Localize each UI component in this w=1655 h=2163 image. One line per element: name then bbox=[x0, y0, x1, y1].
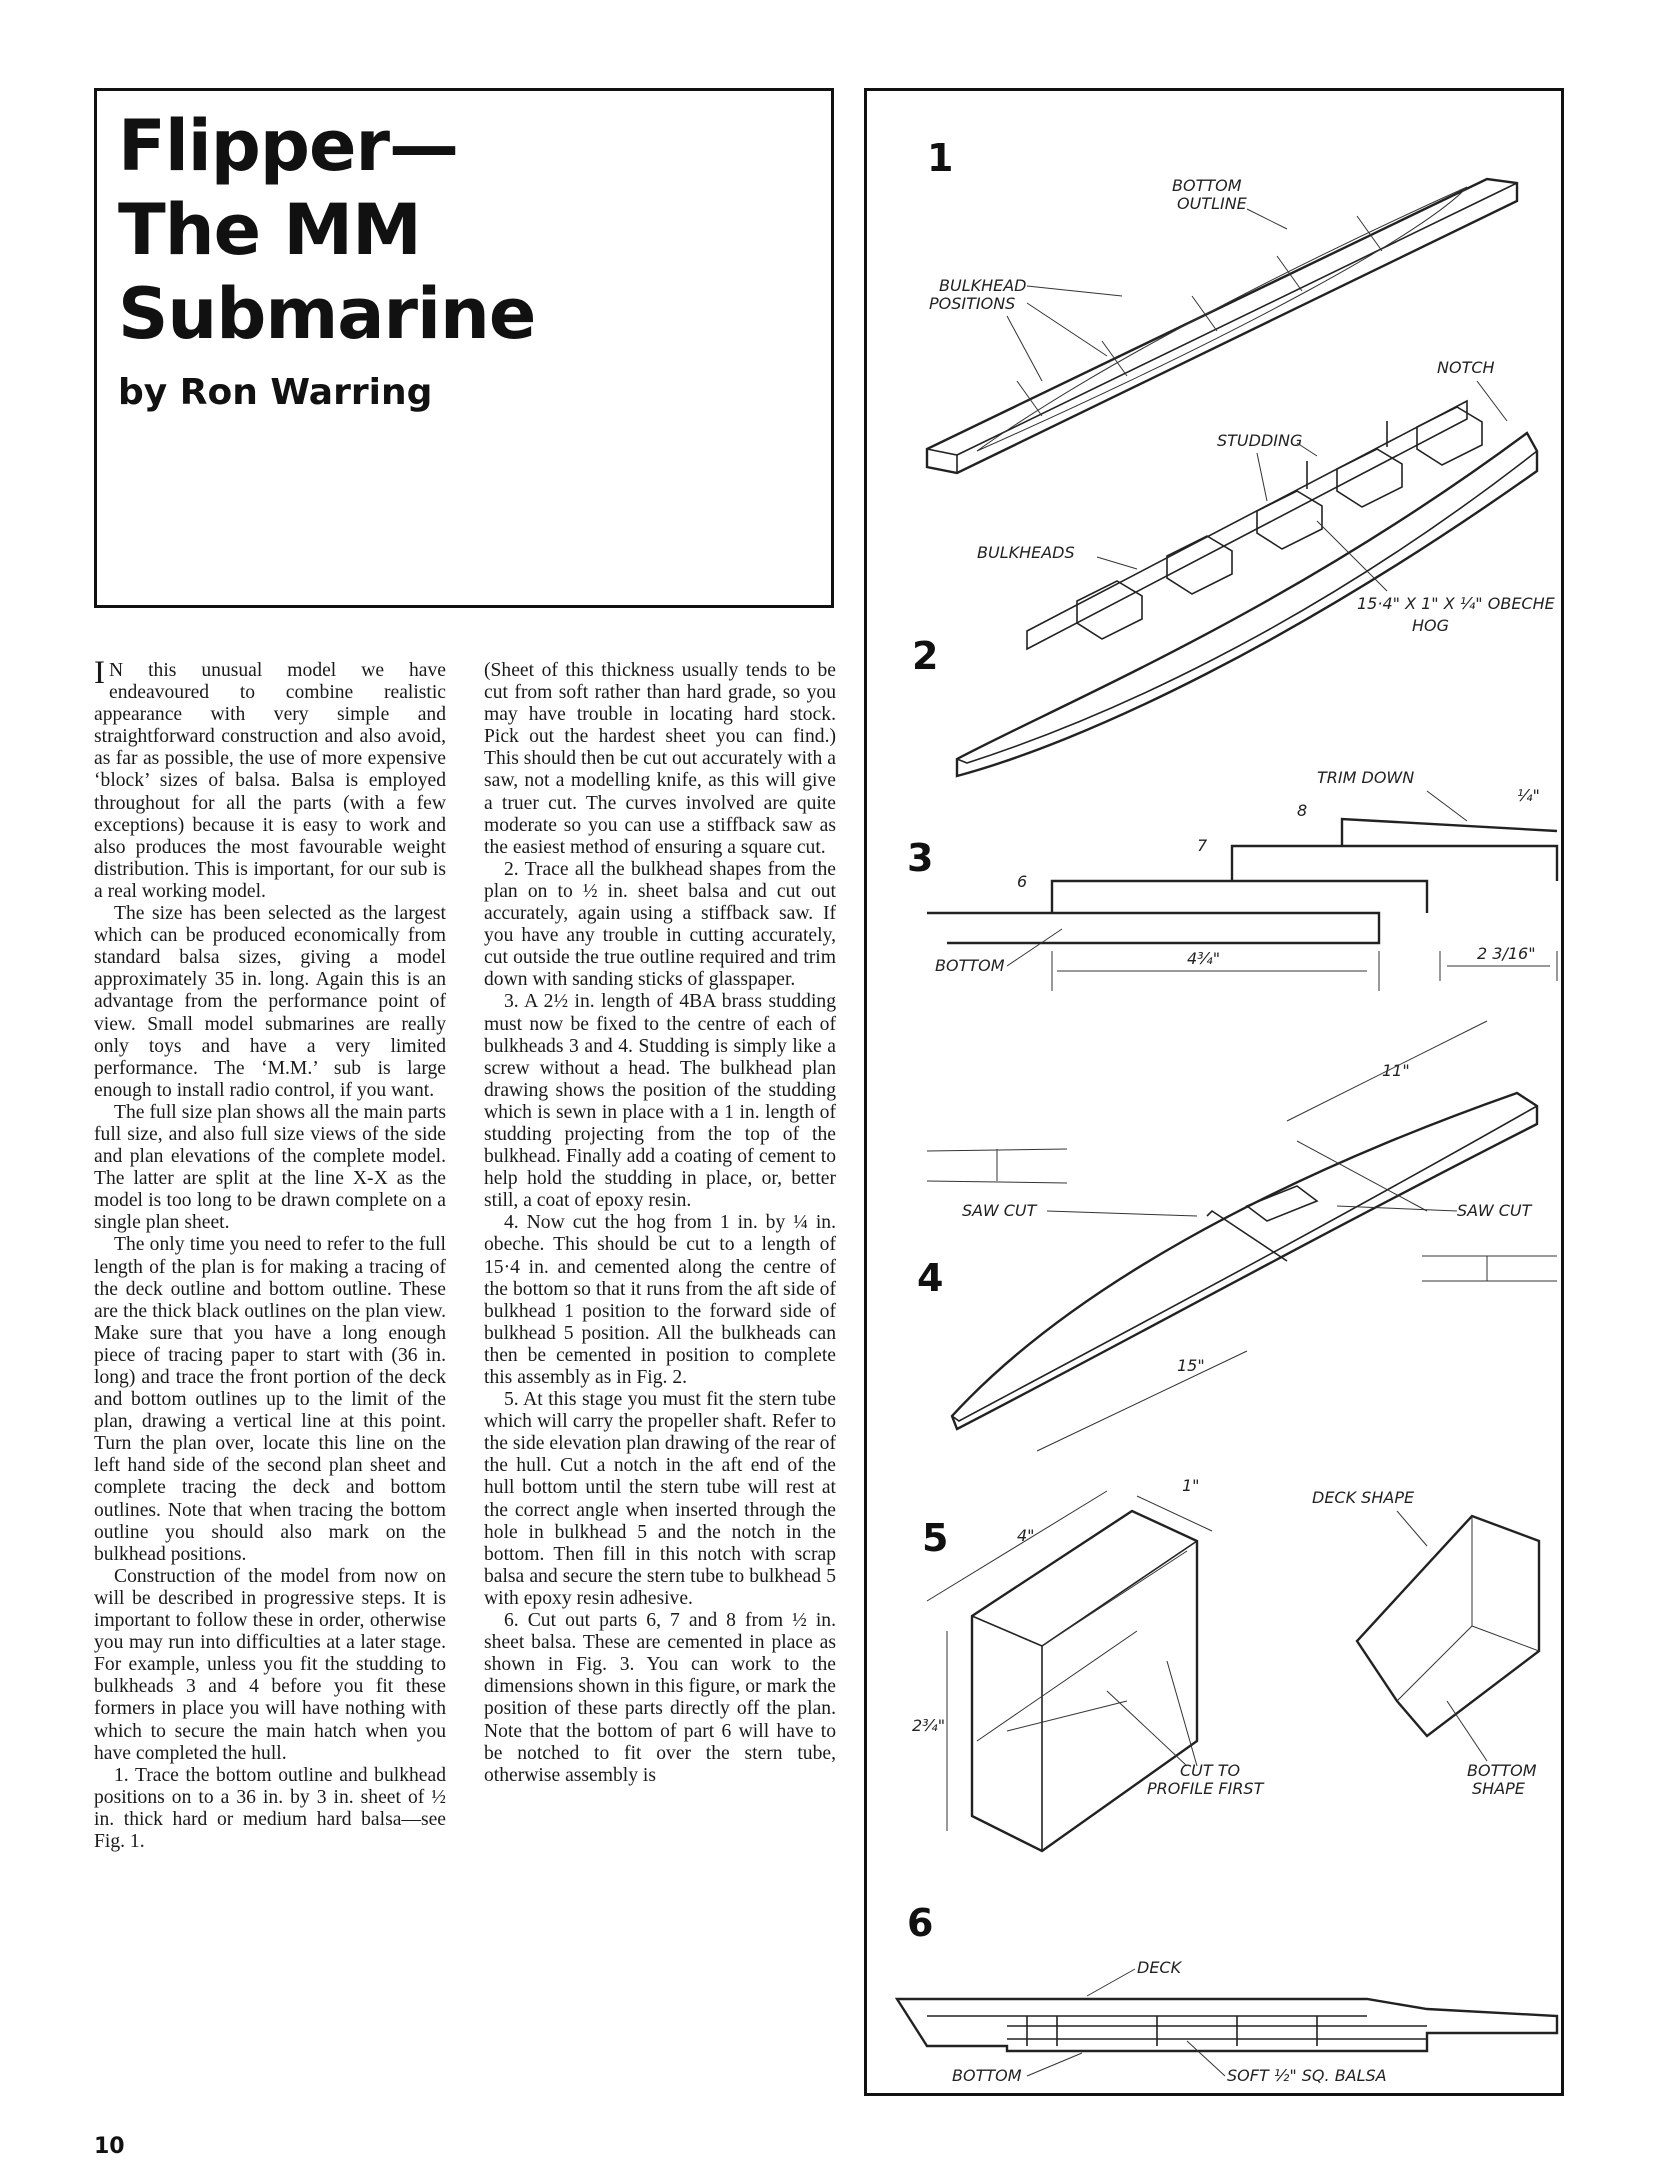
fig3-label-2-3-16: 2 3/16" bbox=[1477, 944, 1536, 963]
figure-number-3: 3 bbox=[907, 836, 934, 880]
figure-1 bbox=[927, 136, 1517, 473]
figure-panel bbox=[864, 88, 1564, 2096]
paragraph-1 bbox=[94, 655, 446, 903]
fig5-label-cut-to: CUT TO bbox=[1180, 1761, 1241, 1780]
fig5-label-1: 1" bbox=[1182, 1476, 1200, 1495]
fig4-label-saw-cut-left: SAW CUT bbox=[962, 1201, 1037, 1220]
fig2-label-hog-size: 15·4" X 1" X ¼" OBECHE bbox=[1357, 594, 1555, 613]
fig5-label-4: 4" bbox=[1017, 1526, 1035, 1545]
figure-6 bbox=[897, 1901, 1557, 2085]
figure-2 bbox=[912, 358, 1556, 776]
fig3-label-6: 6 bbox=[1017, 872, 1028, 891]
paragraph: The full size plan shows all the main parts full size, and also full size views of the side and plan elevations of the complete model. The latter are split at the line X-X as the model is too long to be drawn complete on a single plan sheet. bbox=[94, 1101, 446, 1234]
page-number: 10 bbox=[94, 2134, 125, 2159]
fig3-part-6 bbox=[1052, 881, 1427, 913]
fig4-saw-cut-detail-left bbox=[927, 1149, 1067, 1183]
fig2-leaders-studding bbox=[1257, 443, 1317, 501]
fig6-leader-bottom bbox=[1027, 2053, 1082, 2076]
fig1-bulkhead-positions bbox=[1017, 216, 1382, 416]
fig5-dim-1 bbox=[1137, 1496, 1212, 1531]
fig3-leader-bottom bbox=[1007, 929, 1062, 966]
fig5-leader-deck-shape bbox=[1397, 1511, 1427, 1546]
fig5-label-2-3-4: 2¾" bbox=[912, 1716, 946, 1735]
paragraph: (Sheet of this thickness usually tends to be cut from soft rather than hard grade, so you may have trouble in locating hard stock. Pick out the hardest sheet you can find.) This should then be cut out accurately with a saw, not a modelling knife, as this will give a truer cut. The curves involved are quite moderate so you can use a stiffback saw as the easiest method of ensuring a square cut. bbox=[484, 660, 836, 858]
fig1-leader-outline bbox=[1247, 209, 1287, 229]
fig4-label-11: 11" bbox=[1382, 1061, 1410, 1080]
paragraph: 6. Cut out parts 6, 7 and 8 from ½ in. sheet balsa. These are cemented in place as shown in Fig. 3. You can work to the dimensions shown in this figure, or mark the position of these parts directly off the plan. Note that the bottom of part 6 will have to be notched to fit over the stern tube, otherwise assembly is bbox=[484, 1610, 836, 1786]
fig6-label-soft-balsa: SOFT ½" SQ. BALSA bbox=[1227, 2066, 1387, 2085]
paragraph: The size has been selected as the largest which can be produced economically from standard balsa sizes, giving a model approximately 35 in. long. Again this is an advantage from the performance point of view. Small model submarines are really only toys and have a very limited performance. The ‘M.M.’ sub is large enough to install radio control, if you want. bbox=[94, 903, 446, 1101]
fig4-deck-edge bbox=[952, 1106, 1537, 1421]
fig4-saw-cut-detail-right bbox=[1422, 1256, 1557, 1281]
figure-3 bbox=[907, 768, 1557, 991]
fig2-label-notch: NOTCH bbox=[1437, 358, 1495, 377]
fig3-part-8 bbox=[1342, 819, 1557, 846]
construction-figures bbox=[867, 91, 1567, 2099]
figure-4 bbox=[917, 1021, 1557, 1451]
fig4-label-15: 15" bbox=[1177, 1356, 1205, 1375]
fig5-leader-bottom-shape bbox=[1447, 1701, 1487, 1761]
figure-number-1: 1 bbox=[927, 136, 954, 180]
fig1-label-positions: POSITIONS bbox=[929, 294, 1016, 313]
figure-number-4: 4 bbox=[917, 1256, 944, 1300]
fig1-label-bulkhead: BULKHEAD bbox=[939, 276, 1027, 295]
fig6-side-elevation bbox=[897, 1999, 1557, 2051]
fig2-label-bulkheads: BULKHEADS bbox=[977, 543, 1075, 562]
fig3-bottom bbox=[927, 913, 1379, 943]
fig3-label-4-3-4: 4¾" bbox=[1187, 949, 1221, 968]
fig6-label-deck: DECK bbox=[1137, 1958, 1182, 1977]
fig4-label-saw-cut-right: SAW CUT bbox=[1457, 1201, 1532, 1220]
fig5-profile-lines bbox=[977, 1551, 1187, 1741]
fig2-leader-notch bbox=[1477, 381, 1507, 421]
fig1-label-outline: OUTLINE bbox=[1177, 194, 1247, 213]
figure-number-2: 2 bbox=[912, 634, 939, 678]
fig1-sheet-edge bbox=[927, 183, 1517, 473]
paragraph: 3. A 2½ in. length of 4BA brass studding must now be fixed to the centre of each of bulkheads 3 and 4. Studding is simply like a screw without a head. The bulkhead plan drawing shows the position of the studding which is sewn in place with a 1 in. length of studding projecting from the top of the bulkhead. Finally add a coating of cement to help hold the studding in place, or, better still, a coat of epoxy resin. bbox=[484, 991, 836, 1212]
fig5-label-profile-first: PROFILE FIRST bbox=[1147, 1779, 1264, 1798]
paragraph-1-text: N this unusual model we have endeavoured to combine realistic appearance with very simple and straightforward construction and also avoid, as far as possible, the use of more expensive ‘block’ sizes of balsa. Balsa is employed throughout for all the parts (with a few exceptions) because it is easy to work and also produces the most favourable weight distribution. This is important, for our sub is a real working model. bbox=[94, 660, 446, 902]
title-line-1: Flipper— bbox=[118, 105, 459, 187]
title-line-3: Submarine bbox=[118, 273, 536, 355]
fig2-leader-bulkheads bbox=[1097, 557, 1137, 569]
fig3-label-7: 7 bbox=[1197, 836, 1208, 855]
paragraph: The only time you need to refer to the full length of the plan is for making a tracing of the deck outline and bottom outline. These are the thick black outlines on the plan view. Make sure that you have a long enough piece of tracing paper to start with (36 in. long) and trace the front portion of the deck and bottom outlines up to the limit of the plan, drawing a vertical line at this point. Turn the plan over, locate this line on the left hand side of the second plan sheet and complete tracing the deck and bottom outlines. Note that when tracing the bottom outline you should also mark on the bulkhead positions. bbox=[94, 1234, 446, 1565]
fig3-label-trim: TRIM DOWN bbox=[1317, 768, 1415, 787]
fig6-internal-parts bbox=[927, 2016, 1427, 2046]
article-title bbox=[118, 104, 535, 356]
fig6-leader-deck bbox=[1087, 1969, 1135, 1996]
fig3-label-8: 8 bbox=[1297, 801, 1308, 820]
fig3-label-bottom: BOTTOM bbox=[935, 956, 1005, 975]
drop-cap: I bbox=[94, 655, 105, 691]
fig5-deck-shape-hidden bbox=[1397, 1516, 1539, 1701]
fig4-hatch bbox=[1247, 1186, 1317, 1221]
fig1-leaders-bulkheads bbox=[1007, 286, 1122, 381]
fig2-label-hog: HOG bbox=[1412, 616, 1450, 635]
paragraph: 5. At this stage you must fit the stern tube which will carry the propeller shaft. Refer to the side elevation plan drawing of the rear of the hull. Cut a notch in the aft end of the hull bottom until the stern tube will rest at the correct angle when inserted through the hole in bulkhead 5 and the notch in the bottom. Then fill in this notch with scrap balsa and secure the stern tube to bulkhead 5 with epoxy resin adhesive. bbox=[484, 1389, 836, 1609]
fig4-leader-saw-left bbox=[1047, 1211, 1197, 1216]
fig4-dim-11 bbox=[1287, 1021, 1487, 1121]
fig5-label-shape: SHAPE bbox=[1472, 1779, 1525, 1798]
paragraph: 4. Now cut the hog from 1 in. by ¼ in. obeche. This should be cut to a length of 15·4 in. and cemented along the centre of the bottom so that it runs from the aft side of bulkhead 1 position to the forward side of bulkhead 5 position. All the bulkheads can then be cemented in position to complete this assembly as in Fig. 2. bbox=[484, 1212, 836, 1388]
figure-number-6: 6 bbox=[907, 1901, 934, 1945]
title-line-2: The MM bbox=[118, 189, 421, 271]
fig5-block-edges bbox=[972, 1541, 1197, 1851]
fig1-label-bottom: BOTTOM bbox=[1172, 176, 1242, 195]
text-column-1 bbox=[94, 655, 446, 1853]
fig3-leader-trim bbox=[1427, 791, 1467, 821]
fig6-leader-balsa bbox=[1187, 2041, 1225, 2076]
fig5-block bbox=[972, 1511, 1197, 1851]
text-column-2 bbox=[484, 660, 836, 1787]
fig5-label-deck-shape: DECK SHAPE bbox=[1312, 1488, 1415, 1507]
figure-number-5: 5 bbox=[922, 1516, 949, 1560]
paragraph: Construction of the model from now on will be described in progressive steps. It is important to follow these in order, otherwise you may run into difficulties at a later stage. For example, unless you fit the studding to bulkheads 3 and 4 before you fit these formers in place you will have nothing with which to secure the main hatch when you have completed the hull. bbox=[94, 1565, 446, 1764]
fig2-label-studding: STUDDING bbox=[1217, 431, 1303, 450]
fig5-label-bottom: BOTTOM bbox=[1467, 1761, 1537, 1780]
fig3-part-7 bbox=[1232, 846, 1557, 881]
fig6-label-bottom: BOTTOM bbox=[952, 2066, 1022, 2085]
figure-5 bbox=[912, 1476, 1539, 1851]
fig4-dim-15 bbox=[1037, 1351, 1247, 1451]
paragraph: 2. Trace all the bulkhead shapes from the plan on to ½ in. sheet balsa and cut out accurately, again using a stiffback saw. If you have any trouble in cutting accurately, cut outside the true outline required and trim down with sanding sticks of glasspaper. bbox=[484, 858, 836, 991]
fig3-label-quarter: ¼" bbox=[1517, 786, 1540, 805]
byline: by Ron Warring bbox=[118, 372, 433, 413]
paragraph: 1. Trace the bottom outline and bulkhead positions on to a 36 in. by 3 in. sheet of ½ in. thick hard or medium hard balsa—see Fig. 1. bbox=[94, 1764, 446, 1852]
